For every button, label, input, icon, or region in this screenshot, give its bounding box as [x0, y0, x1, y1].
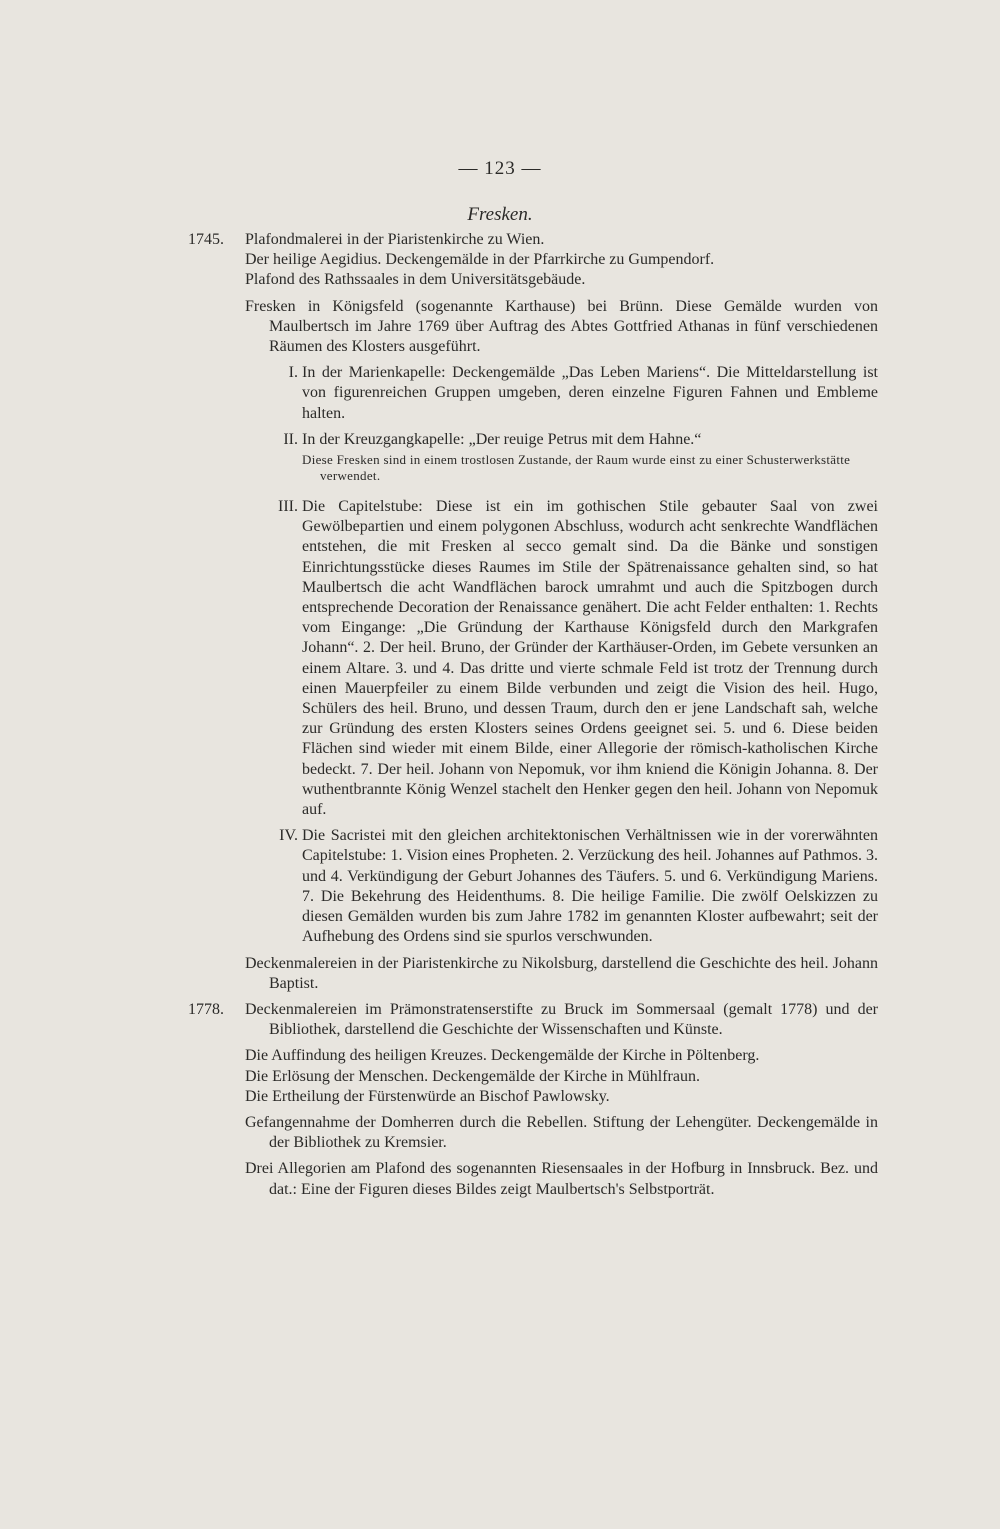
- section-title: Fresken.: [467, 204, 533, 225]
- entry-paragraph: Die Auffindung des heiligen Kreuzes. Deckengemälde der Kirche in Pöltenberg.: [245, 1047, 760, 1065]
- entry-paragraph: Die Ertheilung der Fürstenwürde an Bischof Pawlowsky.: [245, 1087, 610, 1105]
- subsection-text: Die Capitelstube: Diese ist ein im gothischen Stile gebauter Saal von zwei Gewölbepartien und einem polygonen Abschluss, wodurch acht senkrechte Wandflächen entstehen, die mit Fresken al secco gemalt sind. Da die Bänke und sonstigen Einrichtungsstücke dieses Raumes im Stile der Spätrenaissance gehalten sind, so hat Maulbertsch die acht Wandflächen barock umrahmt und auch die Spitzbogen durch entsprechende Decoration der Renaissance genähert. Die acht Felder enthalten: 1. Rechts vom Eingange: „Die Gründung der Karthause Königsfeld durch den Markgrafen Johann“. 2. Der heil. Bruno, der Gründer der Karthäuser-Orden, im Gebete versunken an einem Altare. 3. und 4. Das dritte und vierte schmale Feld ist trotz der Trennung durch einen Mauerpfeiler zu einem Bilde verbunden und zeigt die Vision des heil. Hugo, Schülers des heil. Bruno, und dessen Traum, durch den er jene Landschaft sah, welche zur Gründung des ersten Klosters seines Ordens geeignet sei. 5. und 6. Diese beiden Flächen sind wieder mit einem Bilde, einer Allegorie der römisch-katholischen Kirche bedeckt. 7. Der heil. Johann von Nepomuk, vor ihm kniend die Königin Johanna. 8. Der wuthentbrannte König Wenzel stachelt den Henker gegen den heil. Johann von Nepomuk auf.: [302, 498, 878, 819]
- entry-paragraph: Fresken in Königsfeld (sogenannte Karthause) bei Brünn. Diese Gemälde wurden von Maulbertsch im Jahre 1769 über Auftrag des Abtes Gottfried Athanas in fünf verschiedenen Räumen des Klosters ausgeführt.: [245, 297, 878, 356]
- entry-paragraph: Plafond des Rathssaales in dem Universitätsgebäude.: [245, 271, 586, 289]
- entry-paragraph: Die Erlösung der Menschen. Deckengemälde der Kirche in Mühlfraun.: [245, 1067, 700, 1085]
- subsection-text: In der Marienkapelle: Deckengemälde „Das Leben Mariens“. Die Mitteldarstellung ist von figurenreichen Gruppen umgeben, deren einzelne Figuren Fahnen und Embleme halten.: [302, 364, 878, 422]
- entry-paragraph: Der heilige Aegidius. Deckengemälde in der Pfarrkirche zu Gumpendorf.: [245, 251, 715, 269]
- entry-paragraph: Plafondmalerei in der Piaristenkirche zu Wien.: [245, 231, 545, 248]
- catalogue-content: [188, 230, 878, 1200]
- year-group-1745: [188, 230, 878, 994]
- subsection-text: Die Sacristei mit den gleichen architektonischen Verhältnissen wie in der vorerwähnten Capitelstube: 1. Vision eines Propheten. 2. Verzückung des heil. Johannes auf Pathmos. 3. und 4. Verkündigung der Geburt Johannes des Täufers. 5. und 6. Verkündigung Mariens. 7. Die Bekehrung des Heidenthums. 8. Die heilige Familie. Die zwölf Oelskizzen zu diesen Gemälden wurden bis zum Jahre 1782 im genannten Kloster aufbewahrt; seit der Aufhebung des Ordens sind sie spurlos verschwunden.: [302, 827, 878, 946]
- entry-paragraph: Gefangennahme der Domherren durch die Rebellen. Stiftung der Lehengüter. Deckengemälde in der Bibliothek zu Kremsier.: [245, 1113, 878, 1152]
- roman-numeral: I.: [288, 364, 298, 382]
- subsection-text: In der Kreuzgangkapelle: „Der reuige Petrus mit dem Hahne.“: [302, 430, 702, 448]
- subsection-ii: [283, 430, 878, 450]
- year-label: 1778.: [188, 1000, 224, 1018]
- roman-numeral: III.: [278, 498, 298, 516]
- subsection-iii: [278, 497, 878, 820]
- entry-paragraph: Drei Allegorien am Plafond des sogenannten Riesensaales in der Hofburg in Innsbruck. Bez. und dat.: Eine der Figuren dieses Bildes zeigt Maulbertsch's Selbstporträt.: [245, 1160, 878, 1198]
- roman-numeral: IV.: [279, 827, 298, 845]
- entry-paragraph: Deckenmalereien im Prämonstratenserstifte zu Bruck im Sommersaal (gemalt 1778) und der Bibliothek, darstellend die Geschichte der Wissenschaften und Künste.: [245, 1000, 878, 1039]
- entry-paragraph: Deckenmalereien in der Piaristenkirche zu Nikolsburg, darstellend die Geschichte des heil. Johann Baptist.: [245, 954, 878, 992]
- year-group-1778: [188, 1000, 878, 1200]
- year-label: 1745.: [188, 231, 224, 248]
- footnote-text: Diese Fresken sind in einem trostlosen Zustande, der Raum wurde einst zu einer Schusterwerkstätte verwendet.: [302, 452, 851, 484]
- page-number: — 123 —: [458, 158, 542, 179]
- roman-numeral: II.: [283, 430, 298, 448]
- subsection-iv: [279, 826, 878, 947]
- subsection-i: [288, 363, 878, 424]
